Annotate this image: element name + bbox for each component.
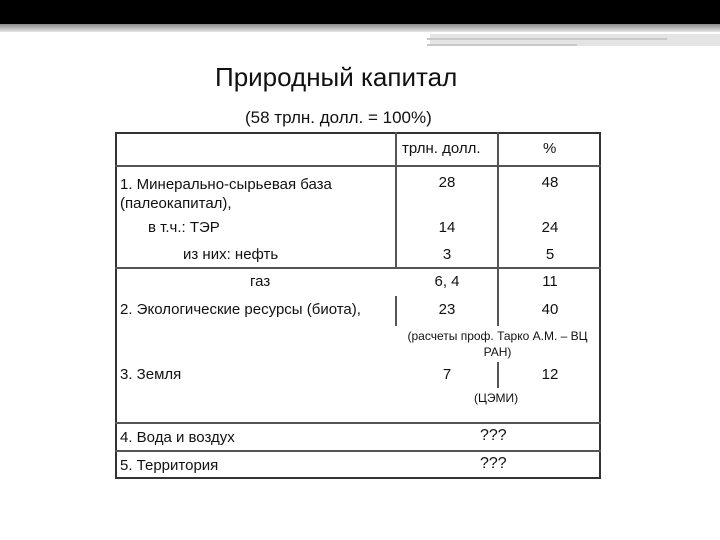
table-hline-header bbox=[115, 165, 601, 167]
row-amount-earth: 7 bbox=[442, 366, 452, 383]
top-bar-shadow bbox=[0, 24, 720, 32]
row-amount-oil: 3 bbox=[442, 246, 452, 263]
row-label-ter: в т.ч.: ТЭР bbox=[148, 219, 220, 236]
row-percent-ter: 24 bbox=[541, 219, 559, 236]
row-amount-ter: 14 bbox=[438, 219, 456, 236]
row-percent-oil: 5 bbox=[545, 246, 555, 263]
row-label-earth: 3. Земля bbox=[120, 366, 182, 383]
row-amount-mineral: 28 bbox=[438, 174, 456, 191]
row-percent-mineral: 48 bbox=[541, 174, 559, 191]
row-label-gas: газ bbox=[250, 273, 271, 290]
row-label-biota: 2. Экологические ресурсы (биота), bbox=[120, 301, 361, 318]
table-vline-amount-lower bbox=[395, 296, 397, 326]
row-percent-gas: 11 bbox=[542, 273, 558, 290]
row-label-water-air: 4. Вода и воздух bbox=[120, 429, 235, 446]
note-cemi: (ЦЭМИ) bbox=[474, 391, 519, 405]
deco-line bbox=[427, 44, 577, 46]
row-amount-territory: ??? bbox=[480, 455, 507, 472]
slide-subtitle: (58 трлн. долл. = 100%) bbox=[245, 108, 432, 127]
table-hline-water bbox=[115, 450, 601, 452]
table-hline-row3 bbox=[115, 267, 601, 269]
deco-line bbox=[427, 38, 667, 40]
header-percent: % bbox=[543, 140, 557, 157]
row-amount-water-air: ??? bbox=[480, 427, 507, 444]
table-vline-amount bbox=[395, 132, 397, 267]
row-amount-gas: 6, 4 bbox=[434, 273, 460, 290]
top-bar bbox=[0, 0, 720, 24]
row-label-territory: 5. Территория bbox=[120, 457, 219, 474]
row-label-oil: из них: нефть bbox=[183, 246, 279, 263]
table-vline-percent bbox=[497, 132, 499, 326]
table-hline-earth bbox=[115, 422, 601, 424]
row-amount-biota: 23 bbox=[438, 301, 456, 318]
row-percent-biota: 40 bbox=[541, 301, 559, 318]
note-tarko: (расчеты проф. Тарко А.М. – ВЦ РАН) bbox=[407, 329, 588, 359]
row-percent-earth: 12 bbox=[541, 366, 559, 383]
header-amount: трлн. долл. bbox=[402, 140, 481, 157]
slide-title: Природный капитал bbox=[215, 62, 458, 92]
table-vline-percent-earth bbox=[497, 362, 499, 388]
row-label-mineral: 1. Минерально-сырьевая база (палеокапитал), bbox=[120, 176, 332, 212]
